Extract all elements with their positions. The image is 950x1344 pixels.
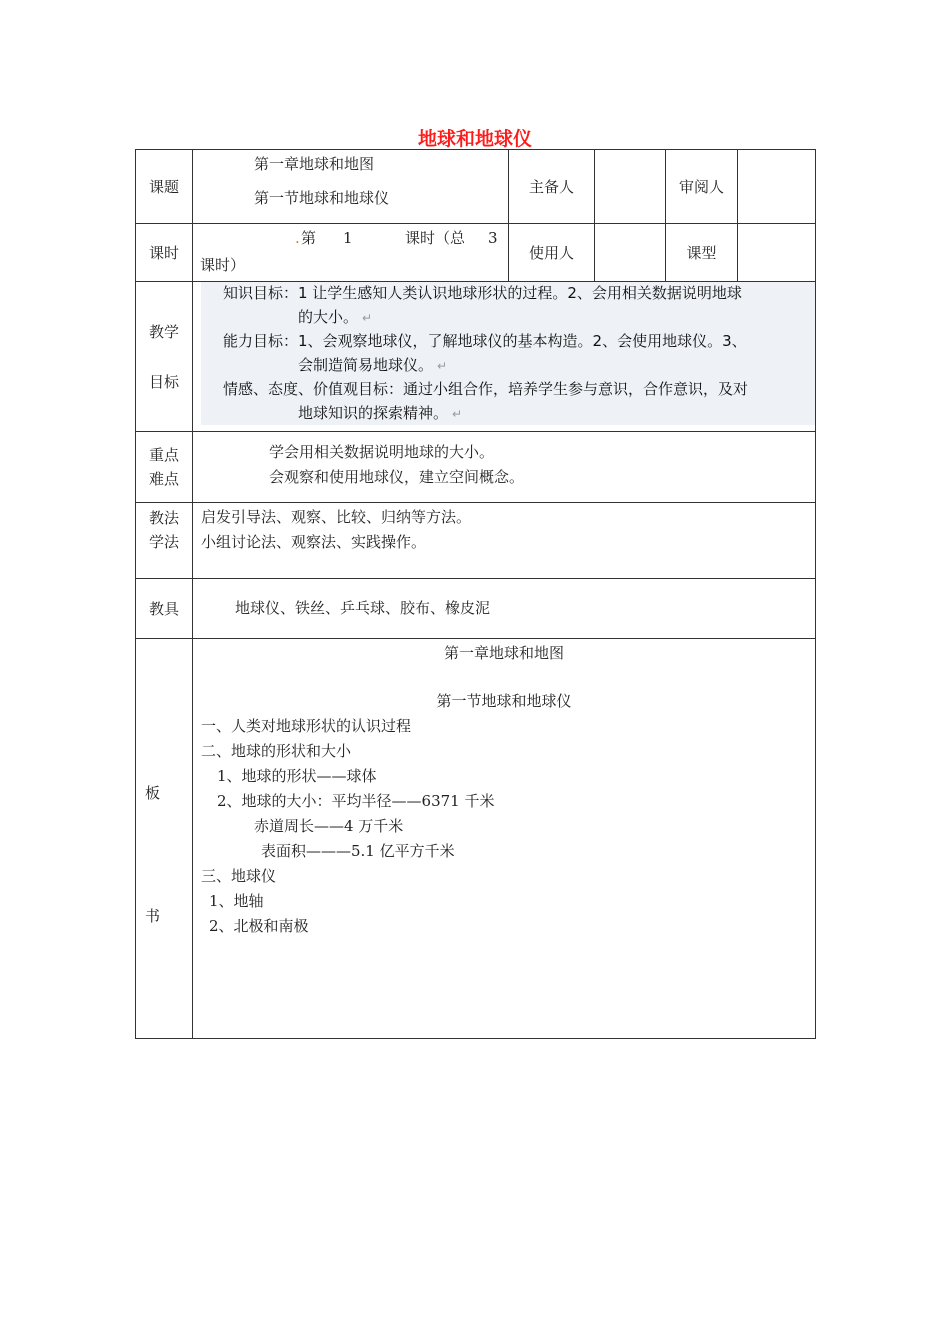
- label-objectives: [136, 282, 193, 432]
- label-preparer: 主备人: [509, 150, 595, 224]
- objective-line-5: 情感、态度、价值观目标：通过小组合作，培养学生参与意识，合作意识，及对: [223, 380, 749, 398]
- label-tools: 教具: [136, 579, 193, 639]
- board-heading-1: 第一章地球和地图: [443, 644, 564, 662]
- label-methods: [136, 503, 193, 579]
- label-board-1: 板: [145, 784, 161, 802]
- row-topic: [136, 150, 816, 224]
- board-line-1: 一、人类对地球形状的认识过程: [201, 717, 412, 735]
- key-points-value: [193, 432, 816, 503]
- return-mark-icon: ↵: [452, 407, 463, 421]
- objectives-pasted-image: [201, 282, 815, 425]
- label-methods-2: 学法: [148, 533, 179, 551]
- period-part-3: 课时（总: [405, 229, 466, 247]
- board-line-7: 三、地球仪: [201, 867, 277, 885]
- label-user: 使用人: [509, 224, 595, 282]
- key-point-line-2: 会观察和使用地球仪，建立空间概念。: [269, 468, 525, 486]
- board-line-4: 2、地球的大小：平均半径——6371 千米: [217, 792, 495, 810]
- label-key-points-2: 难点: [148, 470, 179, 488]
- label-topic: 课题: [136, 150, 193, 224]
- tools-value: [193, 579, 816, 639]
- period-part-5: 课时）: [200, 256, 246, 274]
- board-line-3: 1、地球的形状——球体: [217, 767, 377, 785]
- row-key-points: [136, 432, 816, 503]
- row-tools: [136, 579, 816, 639]
- label-board: [136, 639, 193, 1039]
- row-methods: [136, 503, 816, 579]
- objective-line-1: 知识目标：1 让学生感知人类认识地球形状的过程。2、会用相关数据说明地球: [223, 284, 742, 302]
- label-key-points-1: 重点: [148, 446, 179, 464]
- period-part-2: 1: [343, 229, 353, 247]
- label-period: 课时: [136, 224, 193, 282]
- board-line-8: 1、地轴: [209, 892, 264, 910]
- methods-value: [193, 503, 816, 579]
- board-line-6: 表面积———5.1 亿平方千米: [261, 842, 455, 860]
- objective-line-2: 的大小。 ↵: [298, 308, 373, 326]
- revision-dot: .: [295, 229, 300, 247]
- label-methods-1: 教法: [148, 509, 179, 527]
- objective-line-6: 地球知识的探索精神。 ↵: [298, 404, 463, 422]
- topic-line-2: 第一节地球和地球仪: [254, 189, 390, 207]
- label-board-2: 书: [145, 907, 161, 925]
- label-objectives-1: 教学: [148, 322, 179, 341]
- method-line-2: 小组讨论法、观察法、实践操作。: [201, 533, 427, 551]
- row-objectives: [136, 282, 816, 432]
- objectives-value: [193, 282, 816, 432]
- preparer-value: [595, 150, 666, 224]
- period-value: [193, 224, 509, 282]
- objective-line-4: 会制造简易地球仪。 ↵: [298, 356, 448, 374]
- row-period: [136, 224, 816, 282]
- period-part-4: 3: [488, 229, 498, 247]
- tools-text: 地球仪、铁丝、乒乓球、胶布、橡皮泥: [235, 599, 491, 617]
- return-mark-icon: ↵: [362, 311, 373, 325]
- board-value: [193, 639, 816, 1039]
- period-part-1: 第: [301, 229, 317, 247]
- lesson-type-value: [738, 224, 816, 282]
- topic-value: [193, 150, 509, 224]
- board-line-5: 赤道周长——4 万千米: [254, 817, 404, 835]
- row-board: [136, 639, 816, 1039]
- method-line-1: 启发引导法、观察、比较、归纳等方法。: [201, 508, 472, 526]
- user-value: [595, 224, 666, 282]
- lesson-plan-table: [135, 149, 816, 1039]
- label-lesson-type: 课型: [666, 224, 738, 282]
- reviewer-value: [738, 150, 816, 224]
- key-point-line-1: 学会用相关数据说明地球的大小。: [269, 443, 495, 461]
- return-mark-icon: ↵: [437, 359, 448, 373]
- objective-line-3: 能力目标：1、会观察地球仪，了解地球仪的基本构造。2、会使用地球仪。3、: [223, 332, 747, 350]
- board-line-2: 二、地球的形状和大小: [201, 742, 352, 760]
- label-objectives-2: 目标: [148, 372, 179, 391]
- topic-line-1: 第一章地球和地图: [254, 155, 375, 173]
- label-reviewer: 审阅人: [666, 150, 738, 224]
- board-heading-2: 第一节地球和地球仪: [436, 692, 572, 710]
- label-key-points: [136, 432, 193, 503]
- document-title: 地球和地球仪: [417, 128, 532, 150]
- board-line-9: 2、北极和南极: [209, 917, 309, 935]
